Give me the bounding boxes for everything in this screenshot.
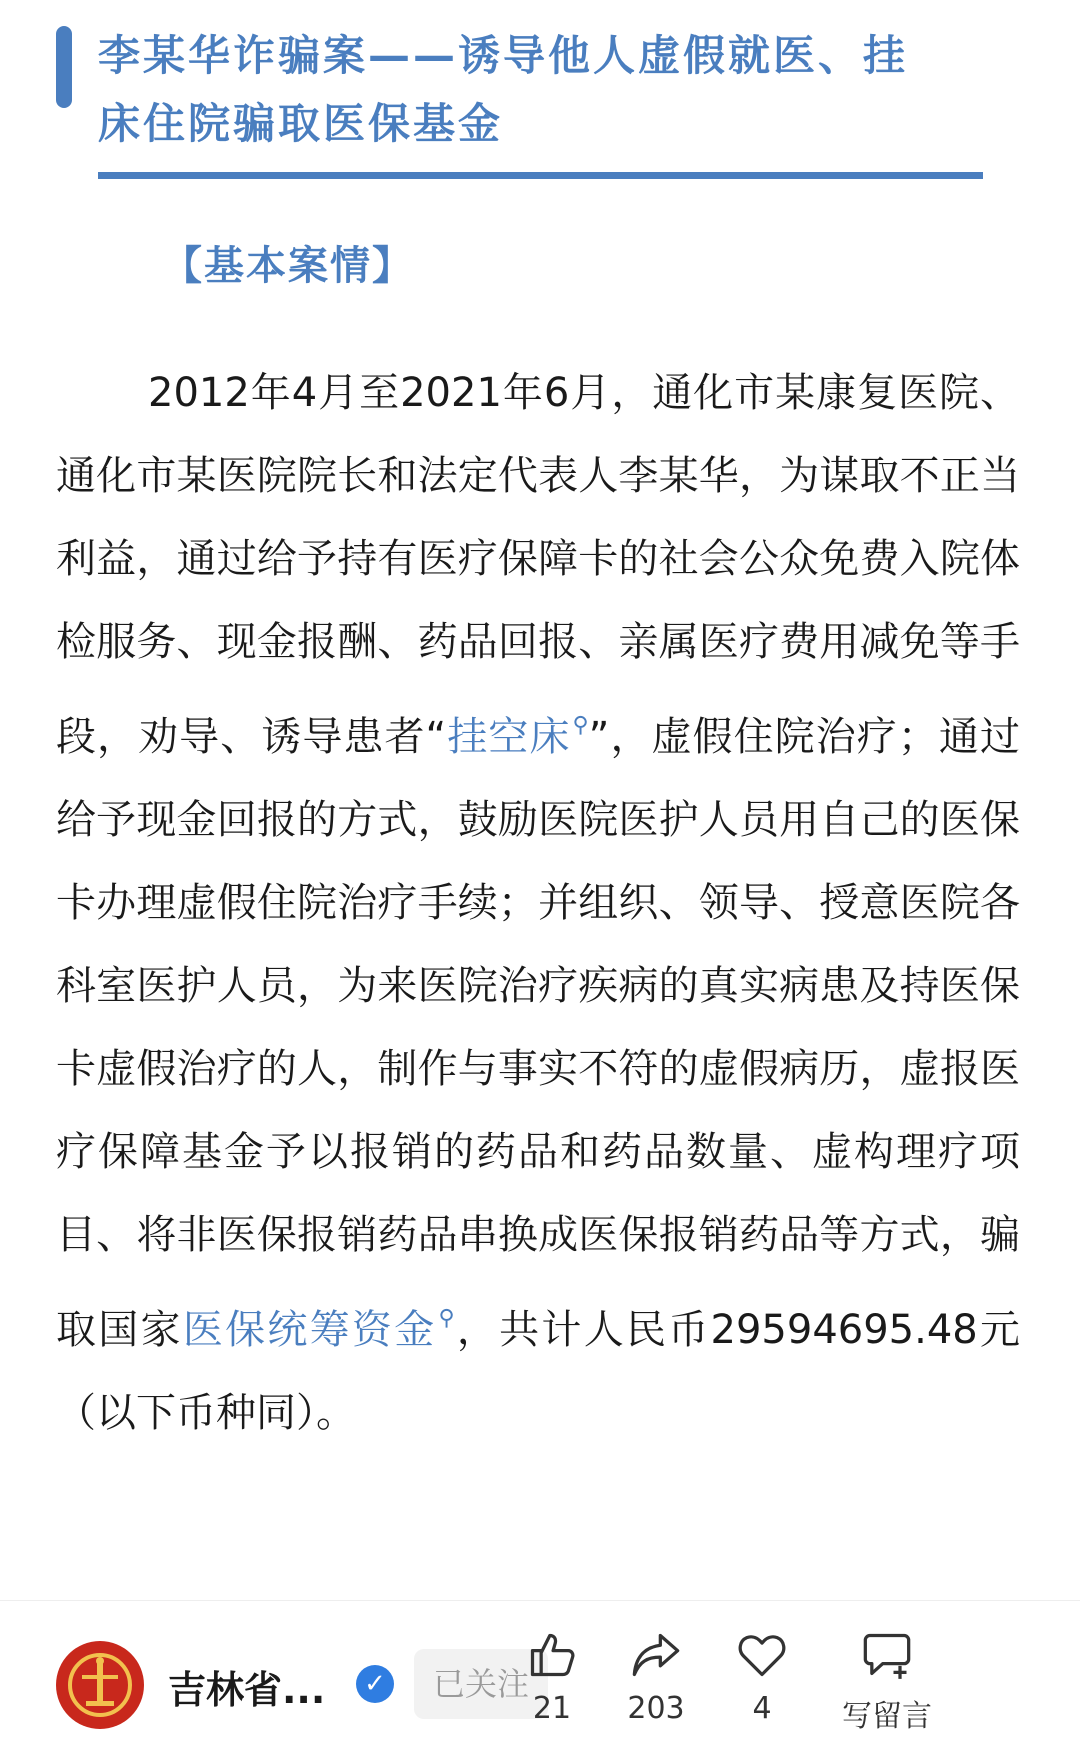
comment-label: 写留言: [842, 1699, 932, 1734]
share-count: 203: [627, 1691, 685, 1726]
article-body: [56, 352, 1020, 1455]
share-button[interactable]: [601, 1629, 711, 1726]
body-text-part1: 2012年4月至2021年6月，通化市某康复医院、通化市某医院院长和法定代表人李某华，为谋取不正当利益，通过给予持有医疗保障卡的社会公众免费入院体检服务、现金报酬、药品回报、亲属医疗费用减免等手段，劝导、诱导患者“: [56, 370, 1020, 760]
favorite-count: 4: [752, 1691, 772, 1726]
search-icon[interactable]: ⚲: [572, 713, 589, 738]
article-title-block: [56, 22, 986, 158]
verified-icon: ✓: [356, 1665, 394, 1703]
follow-button[interactable]: 已关注: [414, 1649, 548, 1719]
like-button[interactable]: [497, 1629, 607, 1726]
title-underline: [98, 172, 983, 179]
keyword-link-2[interactable]: 医保统筹资金: [182, 1307, 437, 1353]
comment-icon: [861, 1629, 913, 1681]
favorite-button[interactable]: [707, 1629, 817, 1726]
keyword-link-1[interactable]: 挂空床: [446, 714, 571, 760]
article-title: [98, 22, 986, 158]
account-name[interactable]: 吉林省...: [168, 1668, 326, 1712]
search-icon[interactable]: ⚲: [438, 1306, 455, 1331]
article-title-line1: 李某华诈骗案——诱导他人虚假就医、挂: [98, 31, 909, 80]
comment-button[interactable]: [817, 1629, 957, 1735]
avatar[interactable]: [56, 1641, 144, 1729]
heart-icon: [736, 1629, 788, 1681]
share-icon: [630, 1629, 682, 1681]
article-title-line2: 床住院骗取医保基金: [98, 99, 504, 148]
thumbs-up-icon: [526, 1629, 578, 1681]
section-heading: 【基本案情】: [162, 243, 414, 289]
emblem-icon: [56, 1641, 144, 1729]
title-accent-bar: [56, 26, 72, 108]
like-count: 21: [532, 1691, 572, 1726]
body-text-part3: ，共计人民币29594695.48元（以下币种同）。: [56, 1307, 1021, 1436]
body-text-part2: ”，虚假住院治疗；通过给予现金回报的方式，鼓励医院医护人员用自己的医保卡办理虚假住院治疗手续；并组织、领导、授意医院各科室医护人员，为来医院治疗疾病的真实病患及持医保卡虚假治疗的人，制作与事实不符的虚假病历，虚报医疗保障基金予以报销的药品和药品数量、虚构理疗项目、将非医保报销药品串换成医保报销药品等方式，骗取国家: [56, 714, 1020, 1353]
bottom-action-bar: [0, 1600, 1080, 1758]
